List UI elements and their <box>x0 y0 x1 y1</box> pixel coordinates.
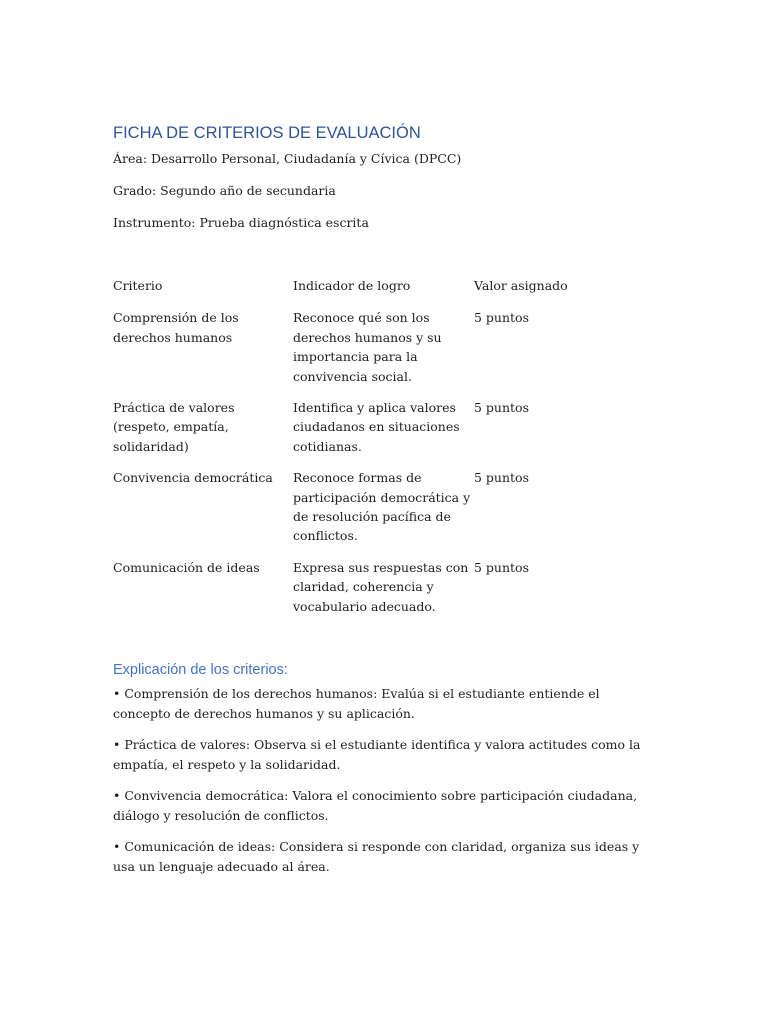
cell-criterio: Comprensión de los derechos humanos <box>113 310 239 345</box>
header-valor: Valor asignado <box>474 278 568 293</box>
cell-indicador: Reconoce qué son los derechos humanos y su importancia para la convivencia social. <box>293 310 442 384</box>
cell-valor: 5 puntos <box>474 400 529 416</box>
criteria-table <box>113 276 673 628</box>
cell-valor: 5 puntos <box>474 470 529 486</box>
cell-indicador: Reconoce formas de participación democrática y de resolución pacífica de conflictos. <box>293 470 471 544</box>
explanation-title: Explicación de los criterios: <box>113 662 288 678</box>
explanation-item: • Comunicación de ideas: Considera si responde con claridad, organiza sus ideas y usa un lenguaje adecuado al área. <box>113 839 640 874</box>
explanation-item: • Comprensión de los derechos humanos: Evalúa si el estudiante entiende el concepto de derechos humanos y su aplicación. <box>113 686 600 721</box>
header-indicador: Indicador de logro <box>293 278 411 293</box>
cell-indicador: Identifica y aplica valores ciudadanos en situaciones cotidianas. <box>293 400 460 454</box>
instrumento-line: Instrumento: Prueba diagnóstica escrita <box>113 215 369 230</box>
explanation-item: • Práctica de valores: Observa si el estudiante identifica y valora actitudes como la empatía, el respeto y la solidaridad. <box>113 737 641 772</box>
cell-criterio: Práctica de valores (respeto, empatía, solidaridad) <box>113 400 235 454</box>
table-row <box>113 558 673 616</box>
grado-line: Grado: Segundo año de secundaria <box>113 183 336 198</box>
cell-valor: 5 puntos <box>474 559 529 575</box>
cell-criterio: Convivencia democrática <box>113 470 273 486</box>
explanation-list <box>113 684 658 888</box>
table-row <box>113 468 673 546</box>
area-line: Área: Desarrollo Personal, Ciudadanía y Cívica (DPCC) <box>113 151 462 166</box>
explanation-item: • Convivencia democrática: Valora el conocimiento sobre participación ciudadana, diálogo y resolución de conflictos. <box>113 788 638 823</box>
cell-valor: 5 puntos <box>474 310 529 326</box>
cell-indicador: Expresa sus respuestas con claridad, coherencia y vocabulario adecuado. <box>293 559 469 614</box>
table-row <box>113 398 673 456</box>
header-criterio: Criterio <box>113 278 163 293</box>
table-row <box>113 308 673 386</box>
table-header-row <box>113 276 673 295</box>
document-title: FICHA DE CRITERIOS DE EVALUACIÓN <box>113 124 421 142</box>
cell-criterio: Comunicación de ideas <box>113 559 260 575</box>
